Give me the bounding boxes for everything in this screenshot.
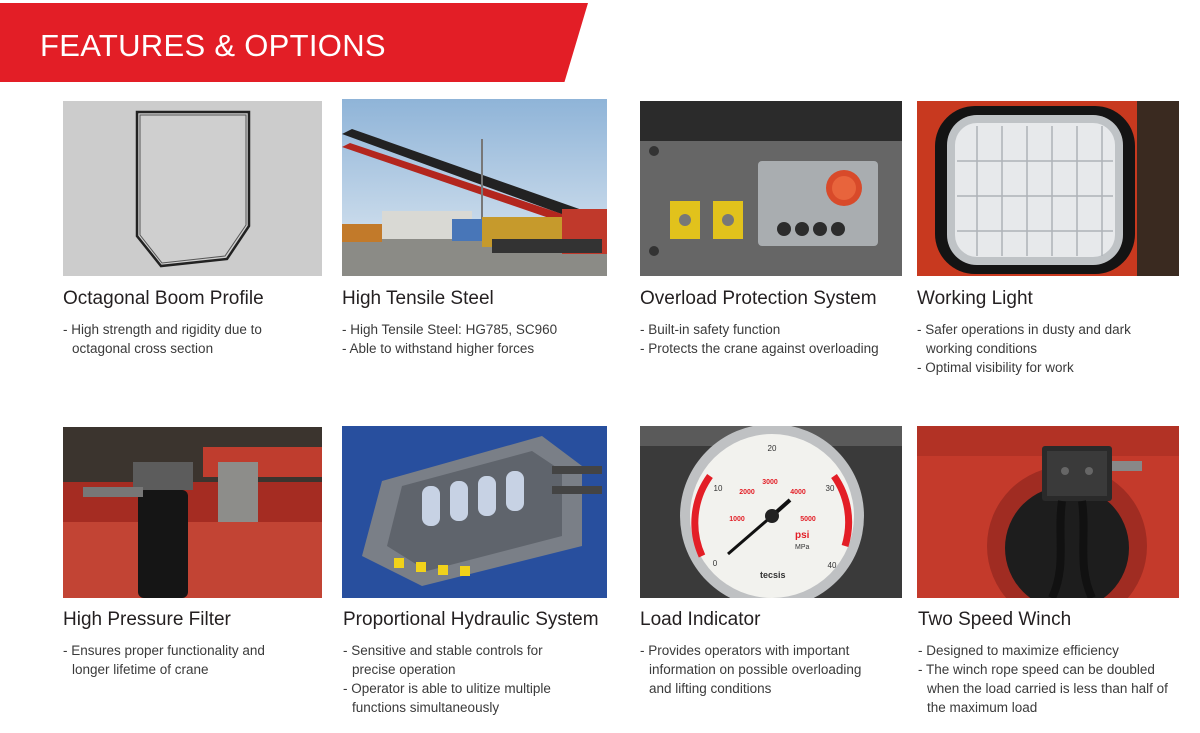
feature-title: Proportional Hydraulic System [343,609,599,630]
feature-card-high-tensile-steel [342,99,607,356]
feature-description [917,320,1131,377]
feature-description [63,641,265,679]
high-pressure-filter-photo [63,427,322,598]
desc-line: octagonal cross section [72,341,214,356]
desc-line: - Ensures proper functionality and [63,643,265,658]
load-indicator-photo [640,426,902,598]
desc-line: - Optimal visibility for work [917,360,1074,375]
desc-line: - Protects the crane against overloading [640,341,879,356]
gauge-tick: 4000 [790,489,806,496]
feature-title: Working Light [917,288,1033,309]
desc-line: the maximum load [927,700,1038,715]
gauge-tick: 2000 [739,489,755,496]
two-speed-winch-photo [917,426,1179,598]
desc-line: - High strength and rigidity due to [63,322,262,337]
gauge-tick: 20 [767,444,777,453]
gauge-tick: 10 [713,484,723,493]
feature-title: High Tensile Steel [342,288,494,309]
feature-title: Load Indicator [640,609,761,630]
desc-line: - Sensitive and stable controls for [343,643,543,658]
desc-line: working conditions [926,341,1038,356]
desc-line: and lifting conditions [649,681,772,696]
desc-line: when the load carried is less than half of [927,681,1168,696]
desc-line: functions simultaneously [352,700,500,715]
high-tensile-steel-photo [342,99,607,276]
desc-line: - Built-in safety function [640,322,781,337]
feature-description [63,320,262,358]
desc-line: - Operator is able to ulitize multiple [343,681,551,696]
feature-description [640,320,879,358]
desc-line: precise operation [352,662,456,677]
desc-line: - Provides operators with important [640,643,850,658]
overload-protection-photo [640,101,902,276]
feature-card-proportional-hydraulic [342,426,607,715]
gauge-tick: 0 [712,559,718,568]
feature-description [918,641,1168,717]
feature-title: Octagonal Boom Profile [63,288,264,309]
desc-line: - The winch rope speed can be doubled [918,662,1155,677]
working-light-photo [917,101,1179,276]
feature-title: High Pressure Filter [63,609,231,630]
desc-line: - Able to withstand higher forces [342,341,535,356]
feature-card-high-pressure-filter [63,427,323,677]
feature-description [342,320,557,358]
desc-line: - Designed to maximize efficiency [918,643,1119,658]
proportional-hydraulic-render [342,426,607,598]
desc-line: - High Tensile Steel: HG785, SC960 [342,322,558,337]
page-title: FEATURES & OPTIONS [40,28,386,63]
feature-card-two-speed-winch [917,426,1187,715]
desc-line: longer lifetime of crane [72,662,209,677]
gauge-tick: 5000 [800,516,816,523]
gauge-tick: 30 [825,484,835,493]
feature-title: Overload Protection System [640,288,877,309]
desc-line: information on possible overloading [649,662,862,677]
gauge-tick: 40 [827,561,837,570]
feature-card-octagonal-boom [63,101,323,356]
feature-title: Two Speed Winch [918,609,1072,630]
octagonal-boom-diagram [63,101,322,276]
gauge-tick: 3000 [762,479,778,486]
gauge-psi-label: psi [795,530,810,541]
feature-card-overload-protection [640,101,902,356]
feature-card-working-light [917,101,1180,375]
feature-card-load-indicator [640,426,902,696]
feature-description [640,641,861,698]
gauge-brand: tecsis [760,570,786,580]
gauge-tick: 1000 [729,516,745,523]
feature-description [343,641,551,717]
desc-line: - Safer operations in dusty and dark [917,322,1131,337]
gauge-mpa-label: MPa [795,544,810,551]
